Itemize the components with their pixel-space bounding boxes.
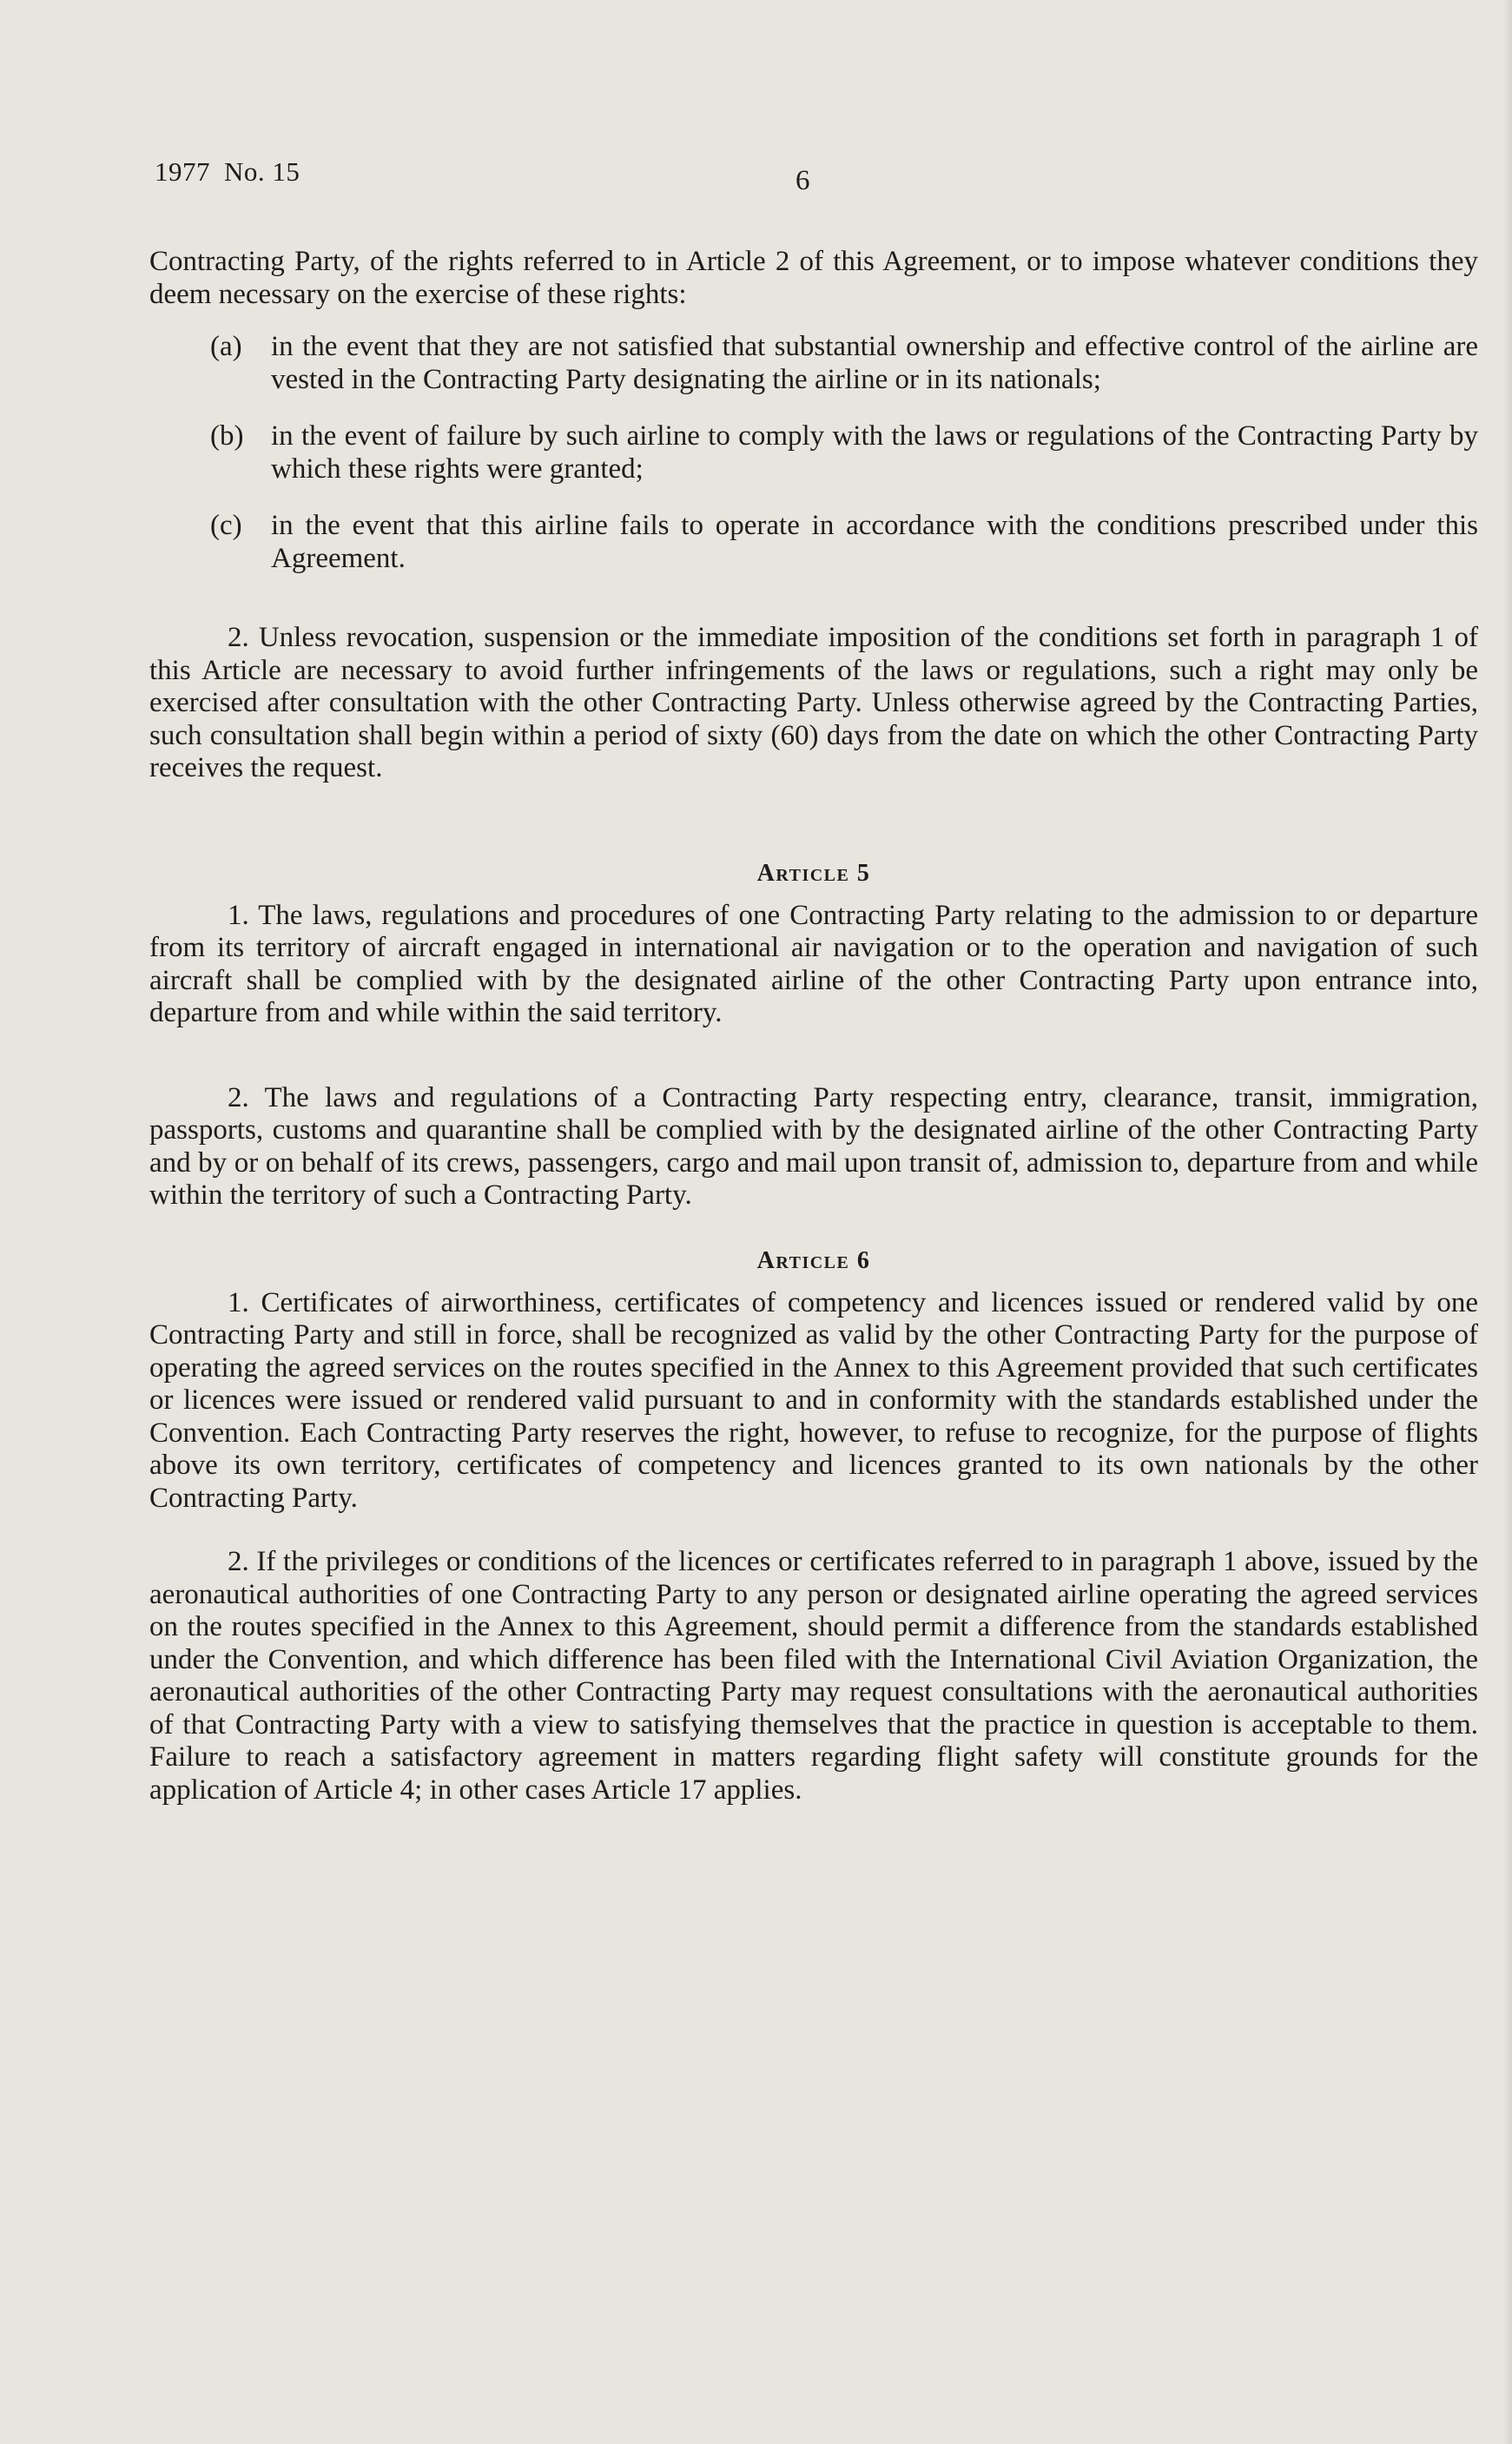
article-6-heading: Article 6 [756, 1246, 871, 1274]
article5-paragraph-2: 2. The laws and regulations of a Contracting Party respecting entry, clearance, transit, immigration, passports, customs and quarantine shall be complied with by the designated airline of the other Contracting Party and by or on behalf of its crews, passengers, cargo and mail upon transit of, admission to, departure from and while within the territory of such a Contracting Party. [149, 1081, 1478, 1211]
intro-paragraph: Contracting Party, of the rights referred to in Article 2 of this Agreement, or to impose whatever conditions they deem necessary on the exercise of these rights: [149, 246, 1478, 310]
list-item-text: in the event that they are not satisfied that substantial ownership and effective control of the airline are vested in the Contracting Party designating the airline or in its nationals; [271, 331, 1478, 395]
article4-paragraph-2: 2. Unless revocation, suspension or the immediate imposition of the conditions set forth in paragraph 1 of this Article are necessary to avoid further infringements of the laws or regulations, such a right may only be exercised after consultation with the other Contracting Party. Unless otherwise agreed by the Contracting Parties, such consultation shall begin within a period of sixty (60) days from the date on which the other Contracting Party receives the request. [149, 622, 1478, 783]
list-marker: (b) [210, 420, 244, 452]
article6-paragraph-1: 1. Certificates of airworthiness, certificates of competency and licences issued or rendered valid by one Contracting Party and still in force, shall be recognized as valid by the other Contracting Party for the purpose of operating the agreed services on the routes specified in the Annex to this Agreement provided that such certificates or licences were issued or rendered valid pursuant to and in conformity with the standards established under the Convention. Each Contracting Party reserves the right, however, to refuse to recognize, for the purpose of flights above its own territory, certificates of competency and licences granted to its own nationals by the other Contracting Party. [149, 1286, 1478, 1514]
header-year: 1977 [155, 156, 210, 187]
page-header [155, 156, 1475, 200]
header-number: No. 15 [224, 156, 300, 187]
list-item-text: in the event that this airline fails to operate in accordance with the conditions prescribed under this Agreement. [271, 510, 1478, 574]
page-edge-shadow [1503, 0, 1512, 2444]
article-5-heading: Article 5 [756, 859, 871, 887]
article6-paragraph-2: 2. If the privileges or conditions of the licences or certificates referred to in paragraph 1 above, issued by the aeronautical authorities of one Contracting Party to any person or designated airline operating the agreed services on the routes specified in the Annex to this Agreement, should permit a difference from the standards established under the Convention, and which difference has been filed with the International Civil Aviation Organization, the aeronautical authorities of the other Contracting Party may request consultations with the aeronautical authorities of that Contracting Party with a view to satisfying themselves that the practice in question is acceptable to them. Failure to reach a satisfactory agreement in matters regarding flight safety will constitute grounds for the application of Article 4; in other cases Article 17 applies. [149, 1546, 1478, 1806]
list-item-b [149, 420, 1478, 485]
list-item-text: in the event of failure by such airline to comply with the laws or regulations of the Contracting Party by which these rights were granted; [271, 420, 1478, 485]
page-number: 6 [796, 165, 810, 196]
article5-paragraph-1: 1. The laws, regulations and procedures of one Contracting Party relating to the admission to or departure from its territory of aircraft engaged in international air navigation or to the operation and navigation of such aircraft shall be complied with by the designated airline of the other Contracting Party upon entrance into, departure from and while within the said territory. [149, 899, 1478, 1028]
document-body [149, 246, 1478, 1807]
list-marker: (c) [210, 510, 242, 541]
list-marker: (a) [210, 331, 242, 362]
list-item-a [149, 331, 1478, 396]
list-item-c [149, 510, 1478, 575]
header-citation [155, 156, 300, 188]
